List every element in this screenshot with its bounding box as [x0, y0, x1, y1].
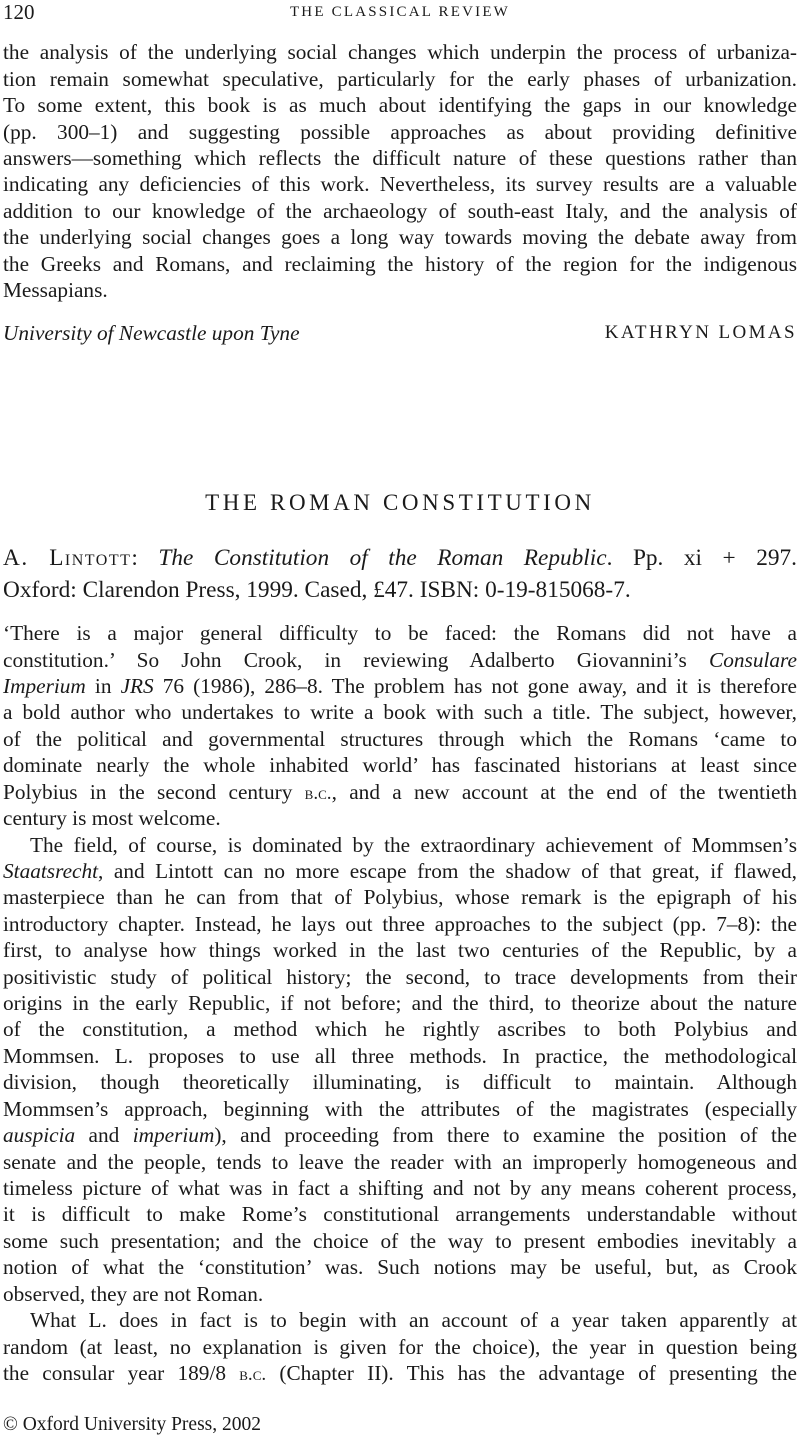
reviewer-name: KATHRYN LOMAS [604, 322, 797, 343]
text-line: ‘There is a major general difficulty to be faced: the Romans did not have a [3, 621, 797, 645]
text-line: indicating any deficiencies of this work. Nevertheless, its survey results are a valuable [3, 172, 797, 196]
book-title: The Constitution of the Roman Republic [158, 545, 607, 571]
section-title: THE ROMAN CONSTITUTION [205, 490, 595, 515]
text-run: , and a new account at the end of the twentieth [331, 780, 798, 804]
text-line: positivistic study of political history; the second, to trace developments from their [3, 965, 797, 989]
text-line: origins in the early Republic, if not before; and the third, to theorize about the nature [3, 991, 797, 1015]
text-line [3, 647, 797, 673]
text-run: Polybius in the second century [3, 780, 305, 804]
colon: : [131, 545, 138, 571]
small-caps-era: b.c. [304, 783, 332, 804]
text-run: , and Lintott can no more escape from the shadow of that great, if flawed, [98, 859, 797, 883]
text-run: and [75, 1123, 133, 1147]
page-count: . Pp. xi + 297. [606, 545, 797, 571]
text-line: Mommsen’s approach, beginning with the attributes of the magistrates (especially [3, 1097, 797, 1121]
page-number: 120 [3, 0, 35, 24]
text-line: division, though theoretically illuminating, is difficult to maintain. Although [3, 1070, 797, 1094]
text-line: the underlying social changes goes a long way towards moving the debate away from [3, 225, 797, 249]
italic-term: imperium [132, 1123, 215, 1147]
text-line: dominate nearly the whole inhabited world’ has fascinated historians at least since [3, 753, 797, 777]
text-line: first, to analyse how things worked in the last two centuries of the Republic, by a [3, 938, 797, 962]
book-citation-line-2: Oxford: Clarendon Press, 1999. Cased, £47. ISBN: 0-19-815068-7. [3, 577, 631, 603]
italic-title: Imperium [3, 674, 86, 698]
italic-journal: JRS [120, 674, 154, 698]
text-line: Mommsen. L. proposes to use all three methods. In practice, the methodological [3, 1044, 797, 1068]
text-line: a bold author who undertakes to write a book with such a title. The subject, however, [3, 700, 797, 724]
author-initial: A. [3, 545, 29, 571]
text-line: What L. does in fact is to begin with an account of a year taken apparently at [30, 1308, 797, 1332]
text-line: of the political and governmental structures through which the Romans ‘came to [3, 727, 797, 751]
text-run: in [85, 674, 121, 698]
text-line: To some extent, this book is as much about identifying the gaps in our knowledge [3, 93, 797, 117]
text-line: observed, they are not Roman. [3, 1282, 264, 1306]
italic-title: Staatsrecht [3, 859, 99, 883]
text-line: of the constitution, a method which he rightly ascribes to both Polybius and [3, 1017, 797, 1041]
text-run: ), and proceeding from there to examine the position of the [214, 1123, 797, 1147]
text-line: The field, of course, is dominated by the extraordinary achievement of Mommsen’s [30, 833, 797, 857]
author-surname: Lintott [49, 545, 132, 571]
text-line: timeless picture of what was in fact a shifting and not by any means coherent process, [3, 1176, 797, 1200]
book-citation-line-1 [3, 543, 797, 573]
text-line: answers—something which reflects the difficult nature of these questions rather than [3, 146, 797, 170]
text-run: constitution.’ So John Crook, in reviewing Adalberto Giovannini’s [3, 648, 710, 672]
text-line [3, 858, 797, 884]
text-line [3, 1360, 797, 1388]
text-run: the consular year 189/8 [3, 1361, 240, 1385]
text-line [3, 673, 797, 699]
text-line: it is difficult to make Rome’s constitutional arrangements understandable without [3, 1202, 797, 1226]
text-line: (pp. 300–1) and suggesting possible approaches as about providing definitive [3, 120, 797, 144]
text-run: 76 (1986), 286–8. The problem has not gone away, and it is therefore [153, 674, 798, 698]
copyright-footer: © Oxford University Press, 2002 [3, 1414, 262, 1435]
text-line: the Greeks and Romans, and reclaiming the history of the region for the indigenous [3, 252, 797, 276]
text-line [3, 779, 797, 807]
text-line: senate and the people, tends to leave the reader with an improperly homogeneous and [3, 1150, 797, 1174]
text-run: (Chapter II). This has the advantage of presenting the [266, 1361, 797, 1385]
text-line: tion remain somewhat speculative, particularly for the early phases of urbanization. [3, 67, 797, 91]
text-line: masterpiece than he can from that of Polybius, whose remark is the epigraph of his [3, 885, 797, 909]
text-line: the analysis of the underlying social changes which underpin the process of urbaniza- [3, 40, 797, 64]
text-line: introductory chapter. Instead, he lays out three approaches to the subject (pp. 7–8): the [3, 912, 797, 936]
reviewer-affiliation: University of Newcastle upon Tyne [3, 321, 300, 345]
text-line: century is most welcome. [3, 806, 221, 830]
text-line: Messapians. [3, 278, 108, 302]
text-line: random (at least, no explanation is given for the choice), the year in question being [3, 1335, 797, 1359]
italic-title: Consulare [709, 648, 797, 672]
italic-term: auspicia [3, 1123, 76, 1147]
small-caps-era: b.c. [239, 1364, 267, 1385]
running-header-journal-title: THE CLASSICAL REVIEW [289, 4, 511, 20]
text-line: addition to our knowledge of the archaeology of south-east Italy, and the analysis of [3, 199, 797, 223]
text-line [3, 1122, 797, 1148]
text-line: notion of what the ‘constitution’ was. Such notions may be useful, but, as Crook [3, 1255, 797, 1279]
text-line: some such presentation; and the choice of the way to present embodies inevitably a [3, 1229, 797, 1253]
